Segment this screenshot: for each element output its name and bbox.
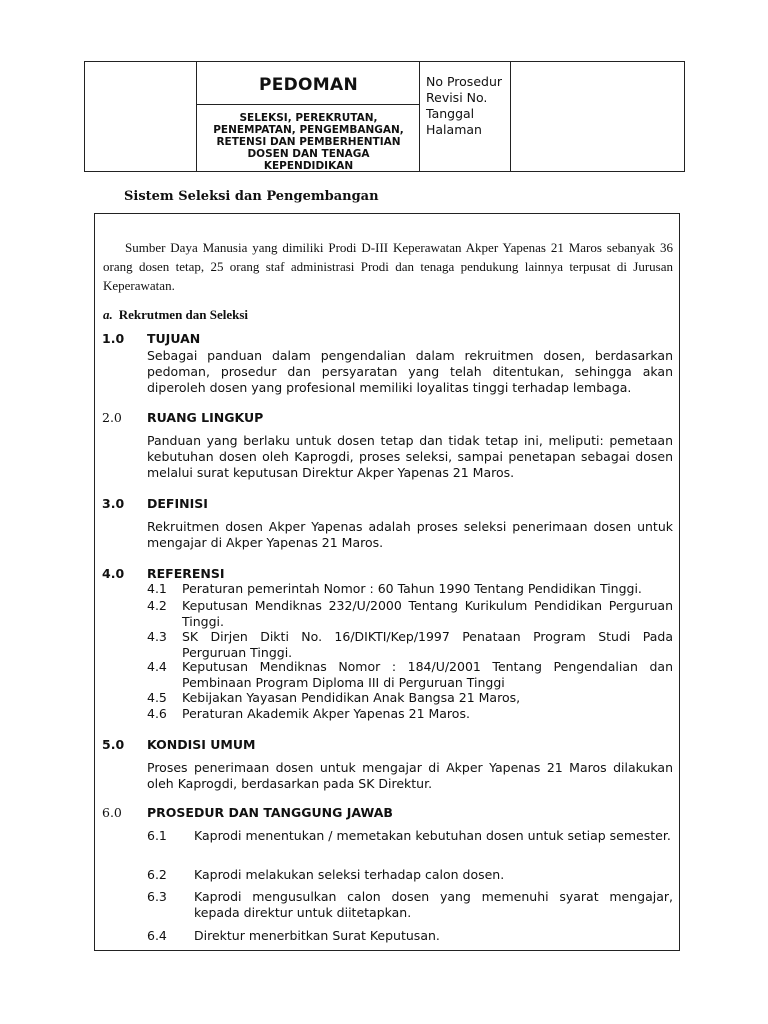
section-title: Sistem Seleksi dan Pengembangan [124,189,379,204]
section-heading: RUANG LINGKUP [147,410,264,425]
reference-item: 4.3 SK Dirjen Dikti No. 16/DIKTI/Kep/1997 Penataan Program Studi Pada Perguruan Tinggi. [147,629,673,660]
document-header-table [84,61,685,172]
procedure-item: 6.2 Kaprodi melakukan seleksi terhadap calon dosen. [147,867,505,882]
section-text: Proses penerimaan dosen untuk mengajar di Akper Yapenas 21 Maros dilakukan oleh Kaprogdi, berdasarkan pada SK Direktur. [147,760,673,791]
subsection-heading: a. Rekrutmen dan Seleksi [103,307,249,322]
section-number: 1.0 [102,331,125,346]
section-text: Sebagai panduan dalam pengendalian dalam rekruitmen dosen, berdasarkan pedoman, prosedur dan persyaratan yang telah ditentukan, sehingga akan diperoleh dosen yang profesional memiliki loyalitas tinggi terhadap lembaga. [147,348,673,395]
reference-item: 4.4 Keputusan Mendiknas Nomor : 184/U/2001 Tentang Pengendalian dan Pembinaan Program Diploma III di Perguruan Tinggi [147,659,673,690]
section-heading: DEFINISI [147,496,208,511]
section-number: 4.0 [102,566,125,581]
reference-item: 4.2 Keputusan Mendiknas 232/U/2000 Tentang Kurikulum Pendidikan Perguruan Tinggi. [147,598,673,629]
procedure-item: 6.4 Direktur menerbitkan Surat Keputusan. [147,928,440,943]
section-text: Rekruitmen dosen Akper Yapenas adalah proses seleksi penerimaan dosen untuk mengajar di Akper Yapenas 21 Maros. [147,519,673,550]
reference-item: 4.6 Peraturan Akademik Akper Yapenas 21 Maros. [147,706,470,721]
section-number: 6.0 [102,805,122,820]
section-heading: REFERENSI [147,566,225,581]
intro-paragraph: Sumber Daya Manusia yang dimiliki Prodi D-III Keperawatan Akper Yapenas 21 Maros sebanyak 36 orang dosen tetap, 25 orang staf administrasi Prodi dan tenaga pendukung lainnya terpusat di Jurusan Keperawatan. [103,240,673,293]
section-text: Panduan yang berlaku untuk dosen tetap dan tidak tetap ini, meliputi: pemetaan kebutuhan dosen oleh Kaprogdi, proses seleksi, sampai penetapan sebagai dosen melalui surat keputusan Direktur Akper Yapenas 21 Maros. [147,433,673,480]
section-heading: TUJUAN [147,331,201,346]
reference-item: 4.1 Peraturan pemerintah Nomor : 60 Tahun 1990 Tentang Pendidikan Tinggi. [147,581,642,596]
document-meta-labels: No Prosedur Revisi No. Tanggal Halaman [426,74,503,137]
section-heading: PROSEDUR DAN TANGGUNG JAWAB [147,805,393,820]
procedure-item: 6.3 Kaprodi mengusulkan calon dosen yang memenuhi syarat mengajar, kepada direktur untuk diitetapkan. [147,889,673,920]
reference-item: 4.5 Kebijakan Yayasan Pendidikan Anak Bangsa 21 Maros, [147,690,521,705]
procedure-item: 6.1 Kaprodi menentukan / memetakan kebutuhan dosen untuk setiap semester. [147,828,671,843]
document-subtitle: SELEKSI, PEREKRUTAN, PENEMPATAN, PENGEMBANGAN, RETENSI DAN PEMBERHENTIAN DOSEN DAN TENAGA KEPENDIDIKAN [213,112,404,172]
section-number: 5.0 [102,737,125,752]
section-heading: KONDISI UMUM [147,737,256,752]
section-number: 2.0 [102,410,122,425]
section-number: 3.0 [102,496,125,511]
document-title: PEDOMAN [258,75,359,95]
